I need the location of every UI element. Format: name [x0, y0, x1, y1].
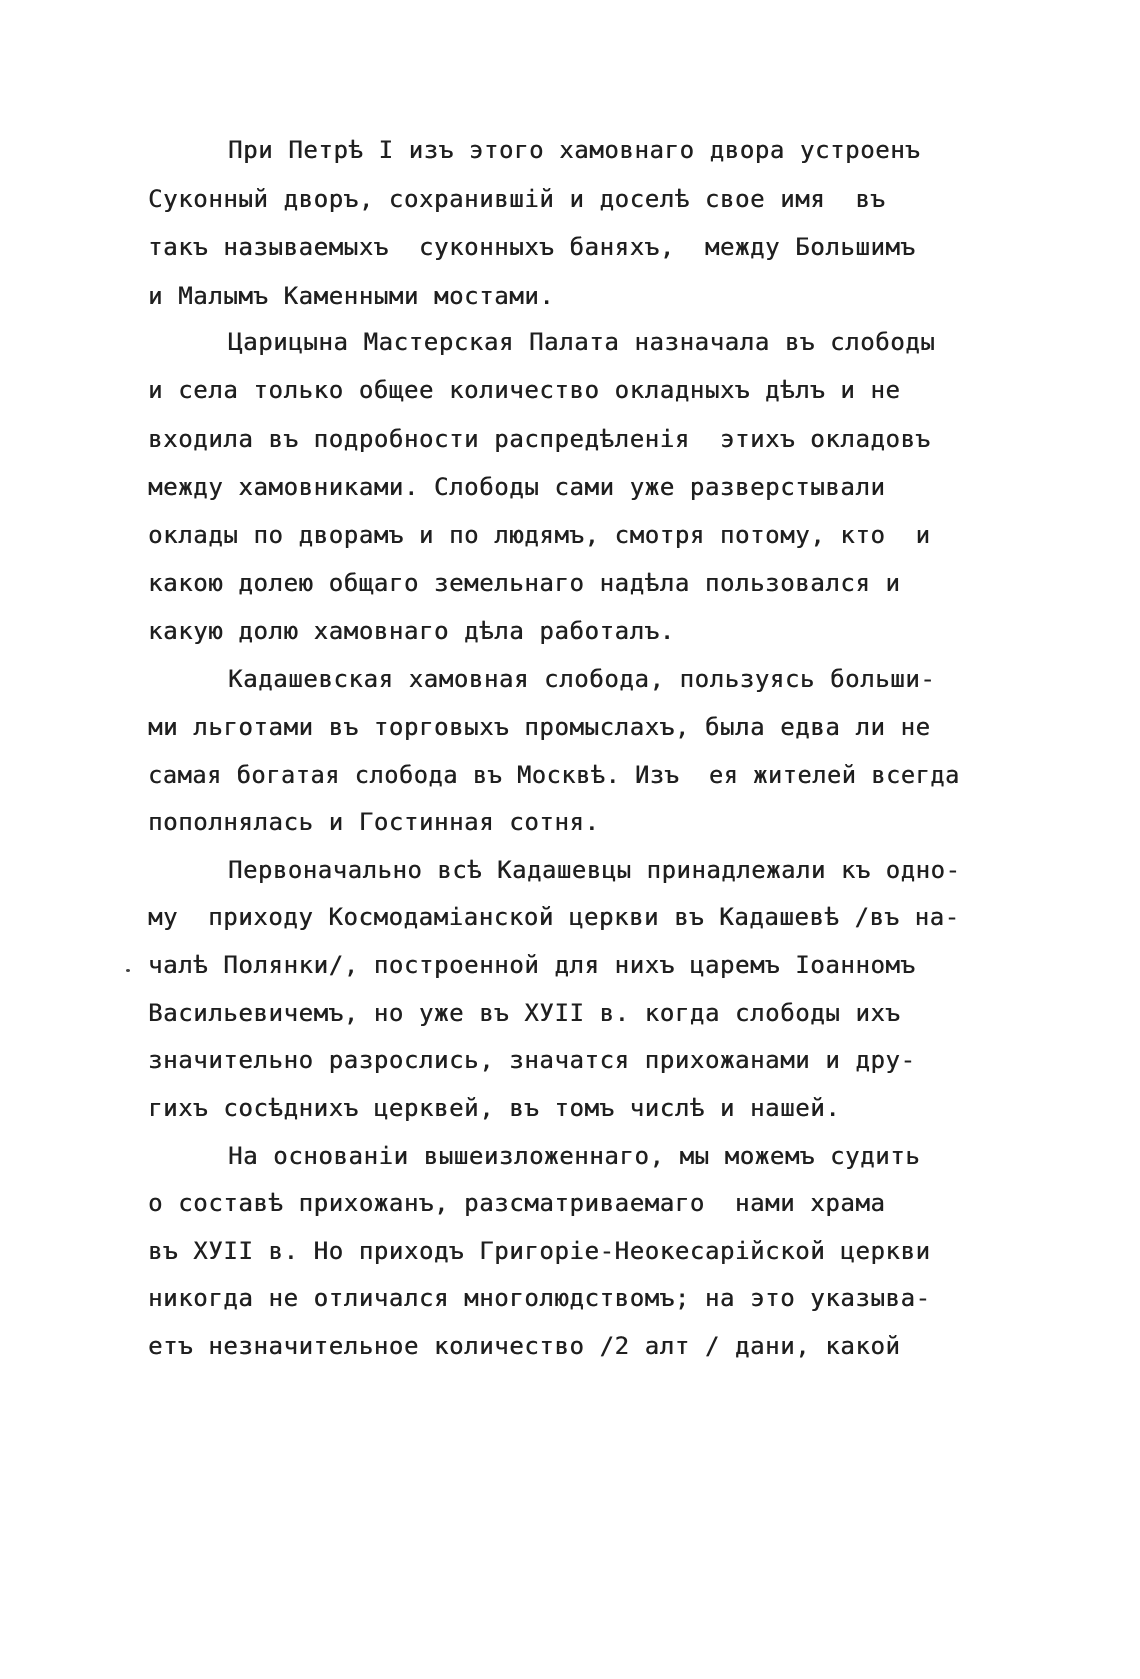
text-line: гихъ сосѣднихъ церквей, въ томъ числѣ и нашей. [148, 1094, 841, 1122]
paper-speck [126, 969, 130, 972]
text-line: Васильевичемъ, но уже въ ХУII в. когда слободы ихъ [148, 999, 901, 1027]
text-line: входила въ подробности распредѣленія этихъ окладовъ [148, 425, 931, 453]
text-line: Кадашевская хамовная слобода, пользуясь больши- [228, 665, 936, 693]
text-line: и села только общее количество окладныхъ дѣлъ и не [148, 376, 901, 404]
text-line: никогда не отличался многолюдствомъ; на это указыва- [148, 1284, 931, 1312]
text-line: какою долею общаго земельнаго надѣла пользовался и [148, 569, 901, 597]
text-line: какую долю хамовнаго дѣла работалъ. [148, 617, 675, 645]
text-line: му приходу Космодаміанской церкви въ Кадашевѣ /въ на- [148, 903, 960, 931]
text-line: пополнялась и Гостинная сотня. [148, 808, 600, 836]
text-line: На основаніи вышеизложеннаго, мы можемъ судить [228, 1142, 921, 1170]
text-line: такъ называемыхъ суконныхъ баняхъ, между Большимъ [148, 233, 916, 261]
text-line: ми льготами въ торговыхъ промыслахъ, была едва ли не [148, 713, 931, 741]
text-line: Царицына Мастерская Палата назначала въ слободы [228, 328, 936, 356]
text-line: самая богатая слобода въ Москвѣ. Изъ ея жителей всегда [148, 761, 960, 789]
text-line: оклады по дворамъ и по людямъ, смотря потому, кто и [148, 521, 931, 549]
text-line: При Петрѣ I изъ этого хамовнаго двора устроенъ [228, 136, 921, 164]
text-line: чалѣ Полянки/, построенной для нихъ царемъ Іоанномъ [148, 951, 916, 979]
text-line: между хамовниками. Слободы сами уже разверстывали [148, 473, 886, 501]
text-line: Первоначально всѣ Кадашевцы принадлежали къ одно- [228, 856, 961, 884]
text-line: Суконный дворъ, сохранившій и доселѣ свое имя въ [148, 185, 886, 213]
text-line: и Малымъ Каменными мостами. [148, 282, 555, 310]
text-line: значительно разрослись, значатся прихожанами и дру- [148, 1046, 916, 1074]
text-line: етъ незначительное количество /2 алт / дани, какой [148, 1332, 901, 1360]
text-line: въ ХУII в. Но приходъ Григоріе-Неокесарійской церкви [148, 1237, 931, 1265]
text-line: о составѣ прихожанъ, разсматриваемаго нами храма [148, 1189, 886, 1217]
